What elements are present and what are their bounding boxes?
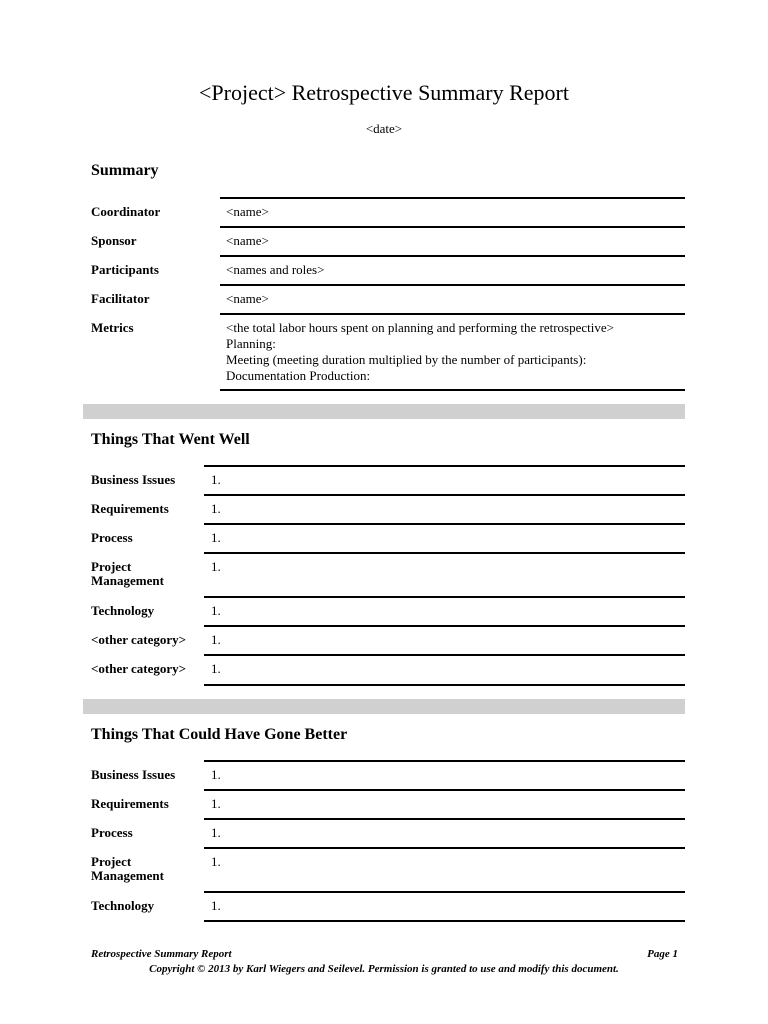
row-label: Coordinator — [91, 204, 161, 219]
row-label: Facilitator — [91, 291, 150, 306]
row-value: 1. — [211, 559, 221, 574]
row-label: <other category> — [91, 661, 187, 676]
row-separator — [204, 684, 685, 686]
row-separator — [204, 596, 685, 598]
row-label: Project Management — [91, 559, 164, 588]
row-label: Requirements — [91, 501, 169, 516]
row-value: 1. — [211, 501, 221, 516]
row-value: 1. — [211, 825, 221, 840]
row-separator — [204, 654, 685, 656]
row-separator — [204, 494, 685, 496]
row-label: Business Issues — [91, 472, 176, 487]
section-divider — [83, 699, 685, 714]
row-value: 1. — [211, 898, 221, 913]
row-label: Sponsor — [91, 233, 137, 248]
row-value: 1. — [211, 796, 221, 811]
row-value: 1. — [211, 854, 221, 869]
document-date: <date> — [365, 121, 403, 136]
footer-copyright: Copyright © 2013 by Karl Wiegers and Seilevel. Permission is granted to use and modify this document. — [149, 963, 619, 975]
row-label: Metrics — [91, 320, 134, 335]
row-value: <names and roles> — [226, 262, 325, 277]
row-label: Project Management — [91, 854, 164, 883]
row-separator — [220, 226, 685, 228]
row-separator — [220, 313, 685, 315]
row-separator — [204, 760, 685, 762]
row-separator — [220, 255, 685, 257]
row-label: Process — [91, 825, 133, 840]
row-label: Participants — [91, 262, 159, 277]
row-value: 1. — [211, 530, 221, 545]
row-label: <other category> — [91, 632, 187, 647]
row-value: <name> — [226, 291, 269, 306]
row-separator — [204, 523, 685, 525]
footer-page-number: Page 1 — [647, 948, 678, 960]
row-separator — [204, 818, 685, 820]
row-value: 1. — [211, 603, 221, 618]
row-value: <name> — [226, 204, 269, 219]
row-separator — [220, 284, 685, 286]
row-separator — [220, 389, 685, 391]
summary-heading: Summary — [91, 162, 159, 179]
row-value: <the total labor hours spent on planning and performing the retrospective> Planning: Meeting (meeting duration multiplied by the number of participants): Documentation Production: — [226, 320, 614, 383]
row-label: Technology — [91, 898, 155, 913]
row-separator — [204, 625, 685, 627]
row-value: 1. — [211, 472, 221, 487]
section-divider — [83, 404, 685, 419]
row-value: 1. — [211, 661, 221, 676]
row-separator — [204, 789, 685, 791]
footer-doc-name: Retrospective Summary Report — [91, 948, 232, 960]
row-separator — [204, 465, 685, 467]
row-separator — [204, 920, 685, 922]
row-separator — [204, 891, 685, 893]
row-label: Technology — [91, 603, 155, 618]
row-separator — [204, 847, 685, 849]
row-label: Business Issues — [91, 767, 176, 782]
row-label: Process — [91, 530, 133, 545]
could-be-better-heading: Things That Could Have Gone Better — [91, 726, 348, 743]
row-separator — [204, 552, 685, 554]
row-separator — [220, 197, 685, 199]
document-title: <Project> Retrospective Summary Report — [198, 80, 569, 105]
row-value: 1. — [211, 632, 221, 647]
row-label: Requirements — [91, 796, 169, 811]
row-value: <name> — [226, 233, 269, 248]
row-value: 1. — [211, 767, 221, 782]
went-well-heading: Things That Went Well — [91, 431, 250, 448]
